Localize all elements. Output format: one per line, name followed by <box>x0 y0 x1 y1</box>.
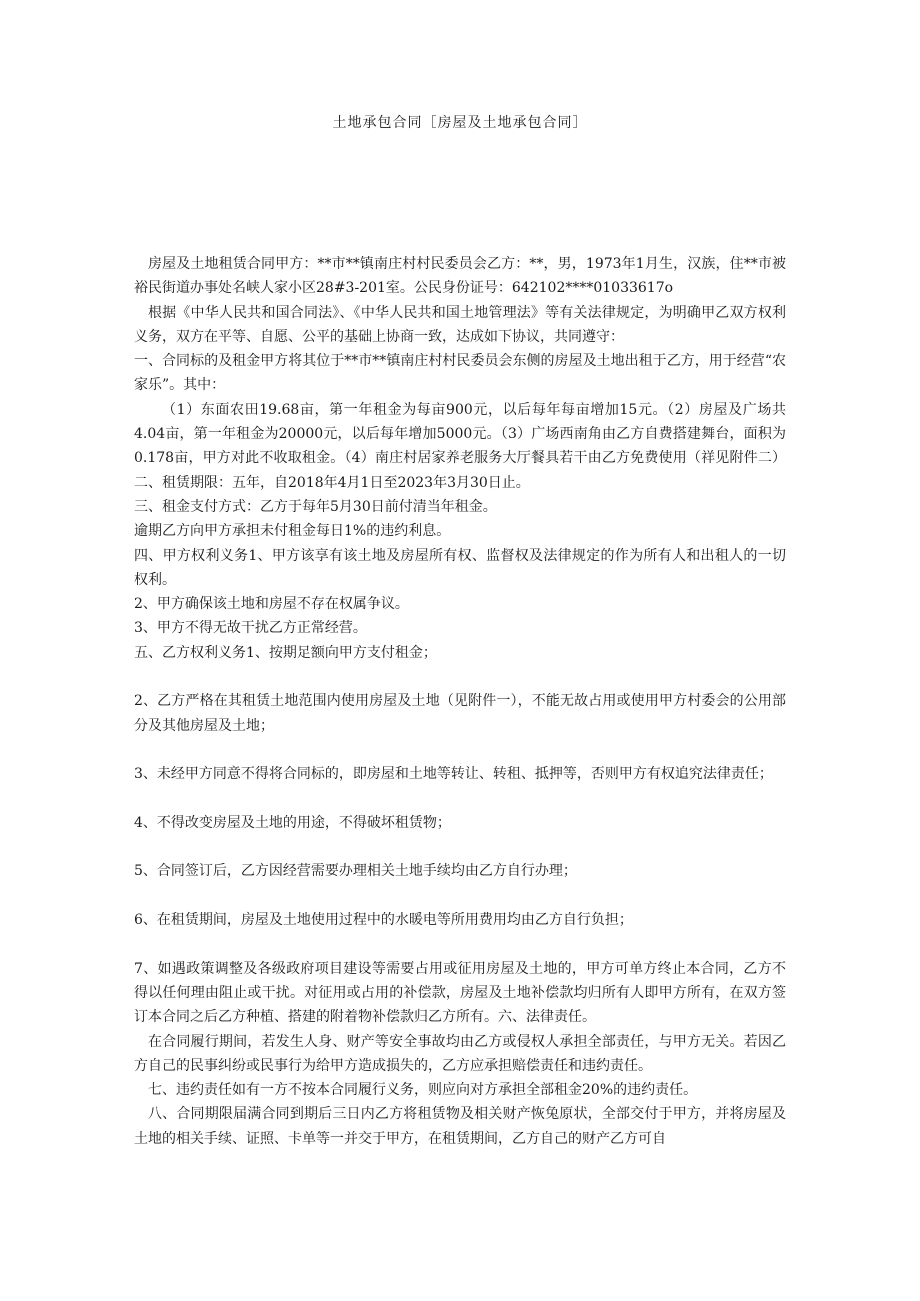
paragraph-section-1: 一、合同标的及租金甲方将其位于**市**镇南庄村村民委员会东侧的房屋及土地出租于乙方，用于经营“农家乐”。其中： <box>134 353 786 394</box>
paragraph-party-b-3: 3、未经甲方同意不得将合同标的，即房屋和土地等转让、转租、抵押等，否则甲方有权追究法律责任； <box>134 766 773 783</box>
paragraph-party-b-7: 7、如遇政策调整及各级政府项目建设等需要占用或征用房屋及土地的，甲方可单方终止本合同，乙方不得以任何理由阻止或干扰。对征用或占用的补偿款，房屋及土地补偿款均归所有人即甲方所有，在双方签订本合同之后乙方种植、搭建的附着物补偿款归乙方所有。六、法律责任。 <box>134 960 786 1026</box>
document-body <box>134 252 786 1151</box>
document-title: 土地承包合同［房屋及土地承包合同］ <box>332 115 588 131</box>
paragraph-party-b-4: 4、不得改变房屋及土地的用途，不得破坏租赁物； <box>134 814 451 831</box>
paragraph-party-b-5: 5、合同签订后，乙方因经营需要办理相关土地手续均由乙方自行办理； <box>134 863 577 880</box>
paragraph-section-3: 三、租金支付方式：乙方于每年5月30日前付清当年租金。 <box>134 498 497 515</box>
paragraph-section-7: 七、违约责任如有一方不按本合同履行义务，则应向对方承担全部租金20%的违约责任。 <box>148 1082 698 1099</box>
paragraph-party-b-2: 2、乙方严格在其租赁土地范围内使用房屋及土地（见附件一），不能无故占用或使用甲方村委会的公用部分及其他房屋及土地； <box>134 693 786 734</box>
paragraph-late-interest: 逾期乙方向甲方承担未付租金每日1%的违约利息。 <box>134 523 451 540</box>
paragraph-basis: 根据《中华人民共和国合同法》、《中华人民共和国土地管理法》等有关法律规定，为明确甲乙双方权利义务，双方在平等、自愿、公平的基础上协商一致，达成如下协议，共同遵守： <box>134 304 786 345</box>
paragraph-items: （1）东面农田19.68亩，第一年租金为每亩900元，以后每年每亩增加15元。（2）房屋及广场共4.04亩，第一年租金为20000元，以后每年增加5000元。（3）广场西南角由乙方自费搭建舞台，面积为0.178亩，甲方对此不收取租金。（4）南庄村居家养老服务大厅餐具若干由乙方免费使用（祥见附件二）二、租赁期限：五年，自2018年4月1日至2023年3月30日止。 <box>134 401 786 491</box>
paragraph-section-8: 八、合同期限届满合同到期后三日内乙方将租赁物及相关财产恢兔原状，全部交付于甲方，并将房屋及土地的相关手续、证照、卡单等一并交于甲方，在租赁期间，乙方自己的财产乙方可自 <box>134 1106 786 1147</box>
paragraph-liability: 在合同履行期间，若发生人身、财产等安全事故均由乙方或侵权人承担全部责任，与甲方无关。若因乙方自己的民事纠纷或民事行为给甲方造成损失的，乙方应承担赔偿责任和违约责任。 <box>134 1033 786 1074</box>
paragraph-section-4: 四、甲方权利义务1、甲方该享有该土地及房屋所有权、监督权及法律规定的作为所有人和出租人的一切权利。 <box>134 547 786 588</box>
paragraph-party-a-2: 2、甲方确保该土地和房屋不存在权属争议。 <box>134 596 409 613</box>
paragraph-parties: 房屋及土地租赁合同甲方：**市**镇南庄村村民委员会乙方：**，男，1973年1月生，汉族，住**市被裕民街道办事处名峡人家小区28#3-201室。公民身份证号：642102****01033617o <box>134 256 786 297</box>
paragraph-section-5: 五、乙方权利义务1、按期足额向甲方支付租金； <box>134 644 437 661</box>
paragraph-party-b-6: 6、在租赁期间，房屋及土地使用过程中的水暖电等所用费用均由乙方自行负担； <box>134 912 633 929</box>
paragraph-party-a-3: 3、甲方不得无故干扰乙方正常经营。 <box>134 620 367 637</box>
